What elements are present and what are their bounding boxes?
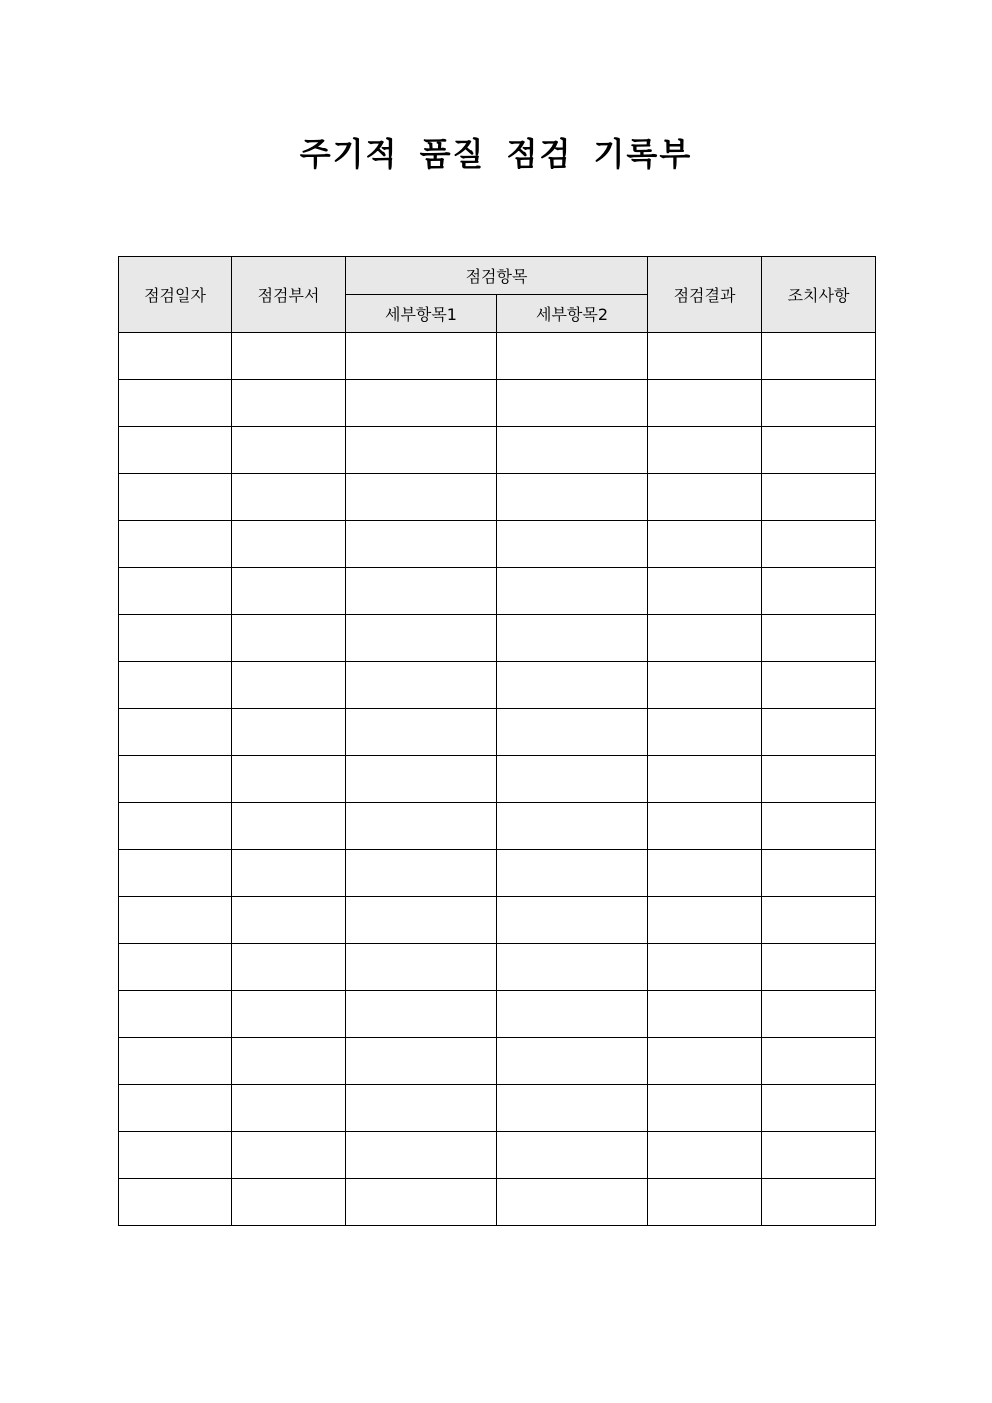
date-cell[interactable]: [119, 1038, 232, 1085]
action-cell[interactable]: [762, 944, 876, 991]
result-cell[interactable]: [648, 1038, 762, 1085]
table-row: [119, 991, 876, 1038]
department-cell[interactable]: [232, 333, 346, 380]
table-row: [119, 944, 876, 991]
result-cell[interactable]: [648, 709, 762, 756]
result-cell[interactable]: [648, 756, 762, 803]
department-cell[interactable]: [232, 1179, 346, 1226]
sub-item-1-cell[interactable]: [346, 897, 497, 944]
date-cell[interactable]: [119, 1085, 232, 1132]
action-cell[interactable]: [762, 474, 876, 521]
sub-item-1-cell[interactable]: [346, 662, 497, 709]
header-row: [119, 257, 876, 295]
result-cell[interactable]: [648, 568, 762, 615]
result-cell[interactable]: [648, 944, 762, 991]
table-row: [119, 897, 876, 944]
sub-item-2-cell[interactable]: [497, 850, 648, 897]
result-cell[interactable]: [648, 991, 762, 1038]
action-cell[interactable]: [762, 897, 876, 944]
sub-item-1-cell[interactable]: [346, 427, 497, 474]
date-cell[interactable]: [119, 662, 232, 709]
sub-item-1-cell[interactable]: [346, 850, 497, 897]
result-cell[interactable]: [648, 333, 762, 380]
result-cell[interactable]: [648, 427, 762, 474]
table-row: [119, 521, 876, 568]
sub-item-1-cell[interactable]: [346, 568, 497, 615]
department-cell[interactable]: [232, 568, 346, 615]
department-cell[interactable]: [232, 1085, 346, 1132]
sub-item-2-cell[interactable]: [497, 1179, 648, 1226]
action-cell[interactable]: [762, 615, 876, 662]
sub-item-2-cell[interactable]: [497, 662, 648, 709]
table-row: [119, 474, 876, 521]
department-cell[interactable]: [232, 897, 346, 944]
date-cell[interactable]: [119, 991, 232, 1038]
department-cell[interactable]: [232, 427, 346, 474]
action-cell[interactable]: [762, 521, 876, 568]
date-cell[interactable]: [119, 615, 232, 662]
table-row: [119, 427, 876, 474]
department-cell[interactable]: [232, 1038, 346, 1085]
sub-item-1-cell[interactable]: [346, 380, 497, 427]
table-row: [119, 568, 876, 615]
header-result: 점검결과: [648, 257, 762, 333]
sub-item-2-cell[interactable]: [497, 1132, 648, 1179]
date-cell[interactable]: [119, 1132, 232, 1179]
sub-item-1-cell[interactable]: [346, 615, 497, 662]
table-row: [119, 1132, 876, 1179]
table-row: [119, 1038, 876, 1085]
department-cell[interactable]: [232, 521, 346, 568]
page-title: 주기적 품질 점검 기록부: [299, 135, 693, 173]
header-action: 조치사항: [762, 257, 876, 333]
department-cell[interactable]: [232, 615, 346, 662]
sub-item-2-cell[interactable]: [497, 521, 648, 568]
date-cell[interactable]: [119, 380, 232, 427]
action-cell[interactable]: [762, 662, 876, 709]
department-cell[interactable]: [232, 850, 346, 897]
result-cell[interactable]: [648, 521, 762, 568]
department-cell[interactable]: [232, 803, 346, 850]
date-cell[interactable]: [119, 568, 232, 615]
table-row: [119, 333, 876, 380]
table-row: [119, 662, 876, 709]
sub-item-1-cell[interactable]: [346, 803, 497, 850]
inspection-record-table: [118, 256, 876, 1226]
sub-item-2-cell[interactable]: [497, 756, 648, 803]
table-row: [119, 709, 876, 756]
department-cell[interactable]: [232, 474, 346, 521]
result-cell[interactable]: [648, 897, 762, 944]
sub-item-2-cell[interactable]: [497, 803, 648, 850]
action-cell[interactable]: [762, 1038, 876, 1085]
action-cell[interactable]: [762, 568, 876, 615]
department-cell[interactable]: [232, 756, 346, 803]
result-cell[interactable]: [648, 803, 762, 850]
table-row: [119, 756, 876, 803]
header-sub-item-2: 세부항목2: [497, 295, 648, 333]
action-cell[interactable]: [762, 803, 876, 850]
sub-item-1-cell[interactable]: [346, 1085, 497, 1132]
department-cell[interactable]: [232, 662, 346, 709]
header-department: 점검부서: [232, 257, 346, 333]
table-body: [119, 333, 876, 1226]
action-cell[interactable]: [762, 1179, 876, 1226]
result-cell[interactable]: [648, 615, 762, 662]
result-cell[interactable]: [648, 1132, 762, 1179]
action-cell[interactable]: [762, 333, 876, 380]
result-cell[interactable]: [648, 850, 762, 897]
sub-item-2-cell[interactable]: [497, 568, 648, 615]
action-cell[interactable]: [762, 427, 876, 474]
sub-item-2-cell[interactable]: [497, 333, 648, 380]
sub-item-1-cell[interactable]: [346, 521, 497, 568]
sub-item-2-cell[interactable]: [497, 427, 648, 474]
date-cell[interactable]: [119, 1179, 232, 1226]
result-cell[interactable]: [648, 662, 762, 709]
date-cell[interactable]: [119, 427, 232, 474]
result-cell[interactable]: [648, 1085, 762, 1132]
sub-item-2-cell[interactable]: [497, 897, 648, 944]
department-cell[interactable]: [232, 380, 346, 427]
result-cell[interactable]: [648, 474, 762, 521]
result-cell[interactable]: [648, 1179, 762, 1226]
action-cell[interactable]: [762, 991, 876, 1038]
sub-item-1-cell[interactable]: [346, 1132, 497, 1179]
date-cell[interactable]: [119, 756, 232, 803]
date-cell[interactable]: [119, 803, 232, 850]
date-cell[interactable]: [119, 709, 232, 756]
sub-item-2-cell[interactable]: [497, 944, 648, 991]
sub-item-2-cell[interactable]: [497, 709, 648, 756]
sub-item-2-cell[interactable]: [497, 991, 648, 1038]
sub-item-1-cell[interactable]: [346, 944, 497, 991]
action-cell[interactable]: [762, 1085, 876, 1132]
sub-item-1-cell[interactable]: [346, 474, 497, 521]
header-inspection-items: 점검항목: [346, 257, 648, 295]
sub-item-2-cell[interactable]: [497, 1038, 648, 1085]
action-cell[interactable]: [762, 1132, 876, 1179]
sub-item-1-cell[interactable]: [346, 756, 497, 803]
action-cell[interactable]: [762, 709, 876, 756]
date-cell[interactable]: [119, 474, 232, 521]
action-cell[interactable]: [762, 380, 876, 427]
sub-item-2-cell[interactable]: [497, 474, 648, 521]
table-row: [119, 380, 876, 427]
sub-item-1-cell[interactable]: [346, 709, 497, 756]
table-row: [119, 1179, 876, 1226]
header-date: 점검일자: [119, 257, 232, 333]
sub-item-1-cell[interactable]: [346, 1038, 497, 1085]
department-cell[interactable]: [232, 709, 346, 756]
date-cell[interactable]: [119, 521, 232, 568]
sub-item-1-cell[interactable]: [346, 991, 497, 1038]
header-sub-item-1: 세부항목1: [346, 295, 497, 333]
sub-item-2-cell[interactable]: [497, 1085, 648, 1132]
action-cell[interactable]: [762, 850, 876, 897]
sub-item-2-cell[interactable]: [497, 380, 648, 427]
table-row: [119, 1085, 876, 1132]
table-row: [119, 803, 876, 850]
date-cell[interactable]: [119, 333, 232, 380]
table-row: [119, 615, 876, 662]
date-cell[interactable]: [119, 944, 232, 991]
sub-item-2-cell[interactable]: [497, 615, 648, 662]
action-cell[interactable]: [762, 756, 876, 803]
table-row: [119, 850, 876, 897]
department-cell[interactable]: [232, 991, 346, 1038]
sub-item-1-cell[interactable]: [346, 333, 497, 380]
result-cell[interactable]: [648, 380, 762, 427]
department-cell[interactable]: [232, 1132, 346, 1179]
date-cell[interactable]: [119, 897, 232, 944]
sub-item-1-cell[interactable]: [346, 1179, 497, 1226]
date-cell[interactable]: [119, 850, 232, 897]
department-cell[interactable]: [232, 944, 346, 991]
